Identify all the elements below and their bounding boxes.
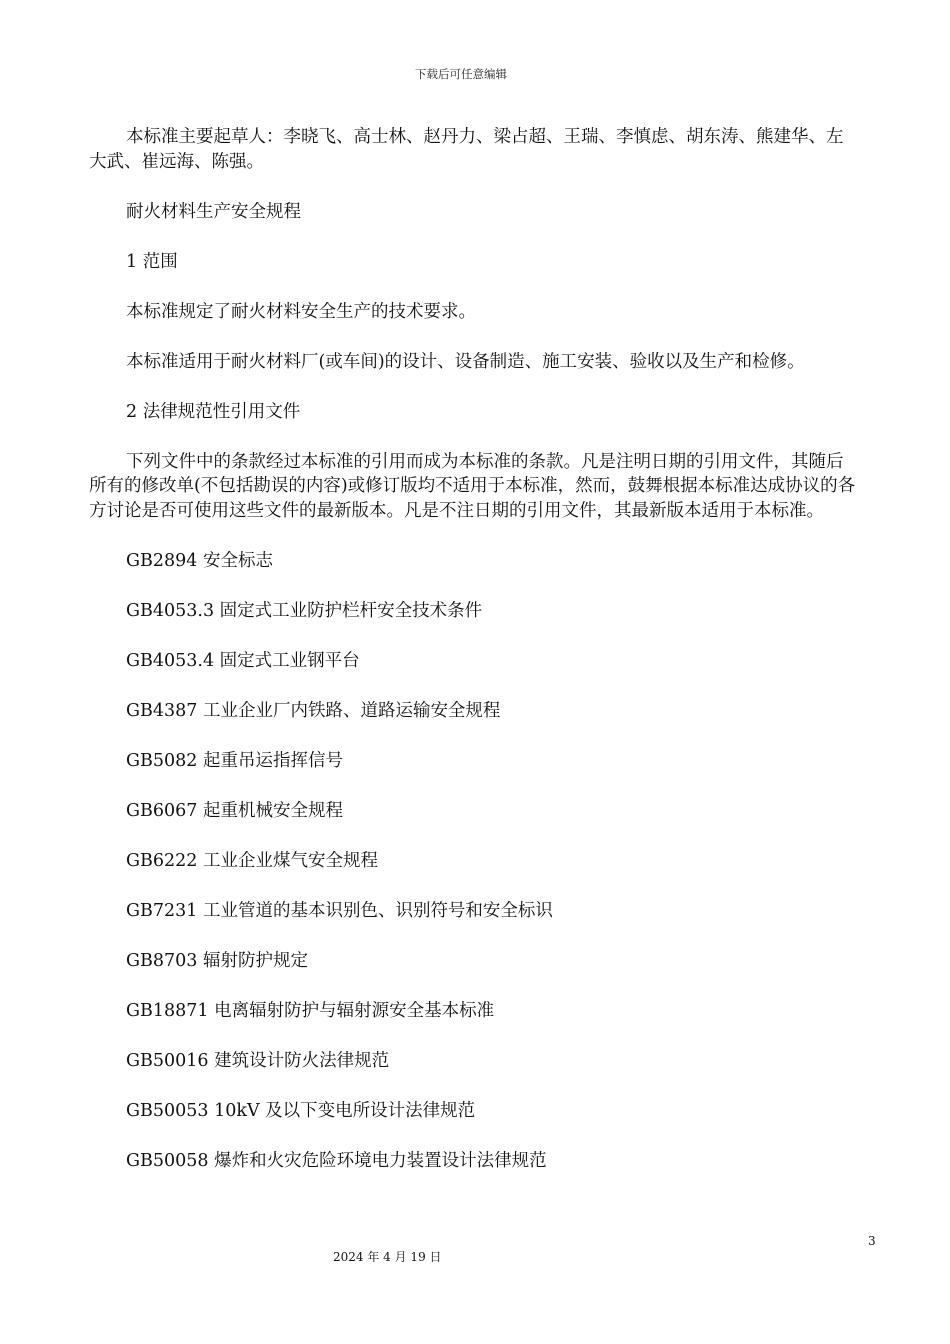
section-heading-scope: 1 范围 (126, 251, 178, 272)
reference-item: GB4053.3 固定式工业防护栏杆安全技术条件 (126, 600, 483, 621)
reference-item: GB50016 建筑设计防火法律规范 (126, 1050, 390, 1071)
page-number: 3 (868, 1234, 876, 1248)
scope-paragraph-2: 本标准适用于耐火材料厂(或车间)的设计、设备制造、施工安装、验收以及生产和检修。 (126, 351, 805, 372)
page-header: 下载后可任意编辑 (415, 67, 507, 81)
reference-item: GB50058 爆炸和火灾危险环境电力装置设计法律规范 (126, 1150, 547, 1171)
reference-item: GB2894 安全标志 (126, 550, 273, 571)
footer-date: 2024 年 4 月 19 日 (333, 1250, 442, 1264)
reference-item: GB5082 起重吊运指挥信号 (126, 750, 343, 771)
reference-item: GB8703 辐射防护规定 (126, 950, 308, 971)
drafters-paragraph: 本标准主要起草人：李晓飞、高士林、赵丹力、梁占超、王瑞、李慎虑、胡东涛、熊建华、左大武、崔远海、陈强。 (89, 127, 844, 172)
reference-item: GB6222 工业企业煤气安全规程 (126, 850, 378, 871)
reference-item: GB4053.4 固定式工业钢平台 (126, 650, 360, 671)
reference-item: GB4387 工业企业厂内铁路、道路运输安全规程 (126, 700, 501, 721)
scope-paragraph-1: 本标准规定了耐火材料安全生产的技术要求。 (126, 301, 476, 322)
reference-item: GB6067 起重机械安全规程 (126, 800, 343, 821)
reference-item: GB50053 10kV 及以下变电所设计法律规范 (126, 1100, 476, 1121)
reference-item: GB7231 工业管道的基本识别色、识别符号和安全标识 (126, 900, 553, 921)
document-body (89, 125, 857, 1173)
reference-item: GB18871 电离辐射防护与辐射源安全基本标准 (126, 1000, 495, 1021)
document-title: 耐火材料生产安全规程 (126, 201, 301, 222)
references-intro-paragraph: 下列文件中的条款经过本标准的引用而成为本标准的条款。凡是注明日期的引用文件，其随后所有的修改单(不包括勘误的内容)或修订版均不适用于本标准，然而，鼓舞根据本标准达成协议的各方讨论是否可使用这些文件的最新版本。凡是不注日期的引用文件，其最新版本适用于本标准。 (89, 451, 856, 521)
section-heading-references: 2 法律规范性引用文件 (126, 401, 301, 422)
